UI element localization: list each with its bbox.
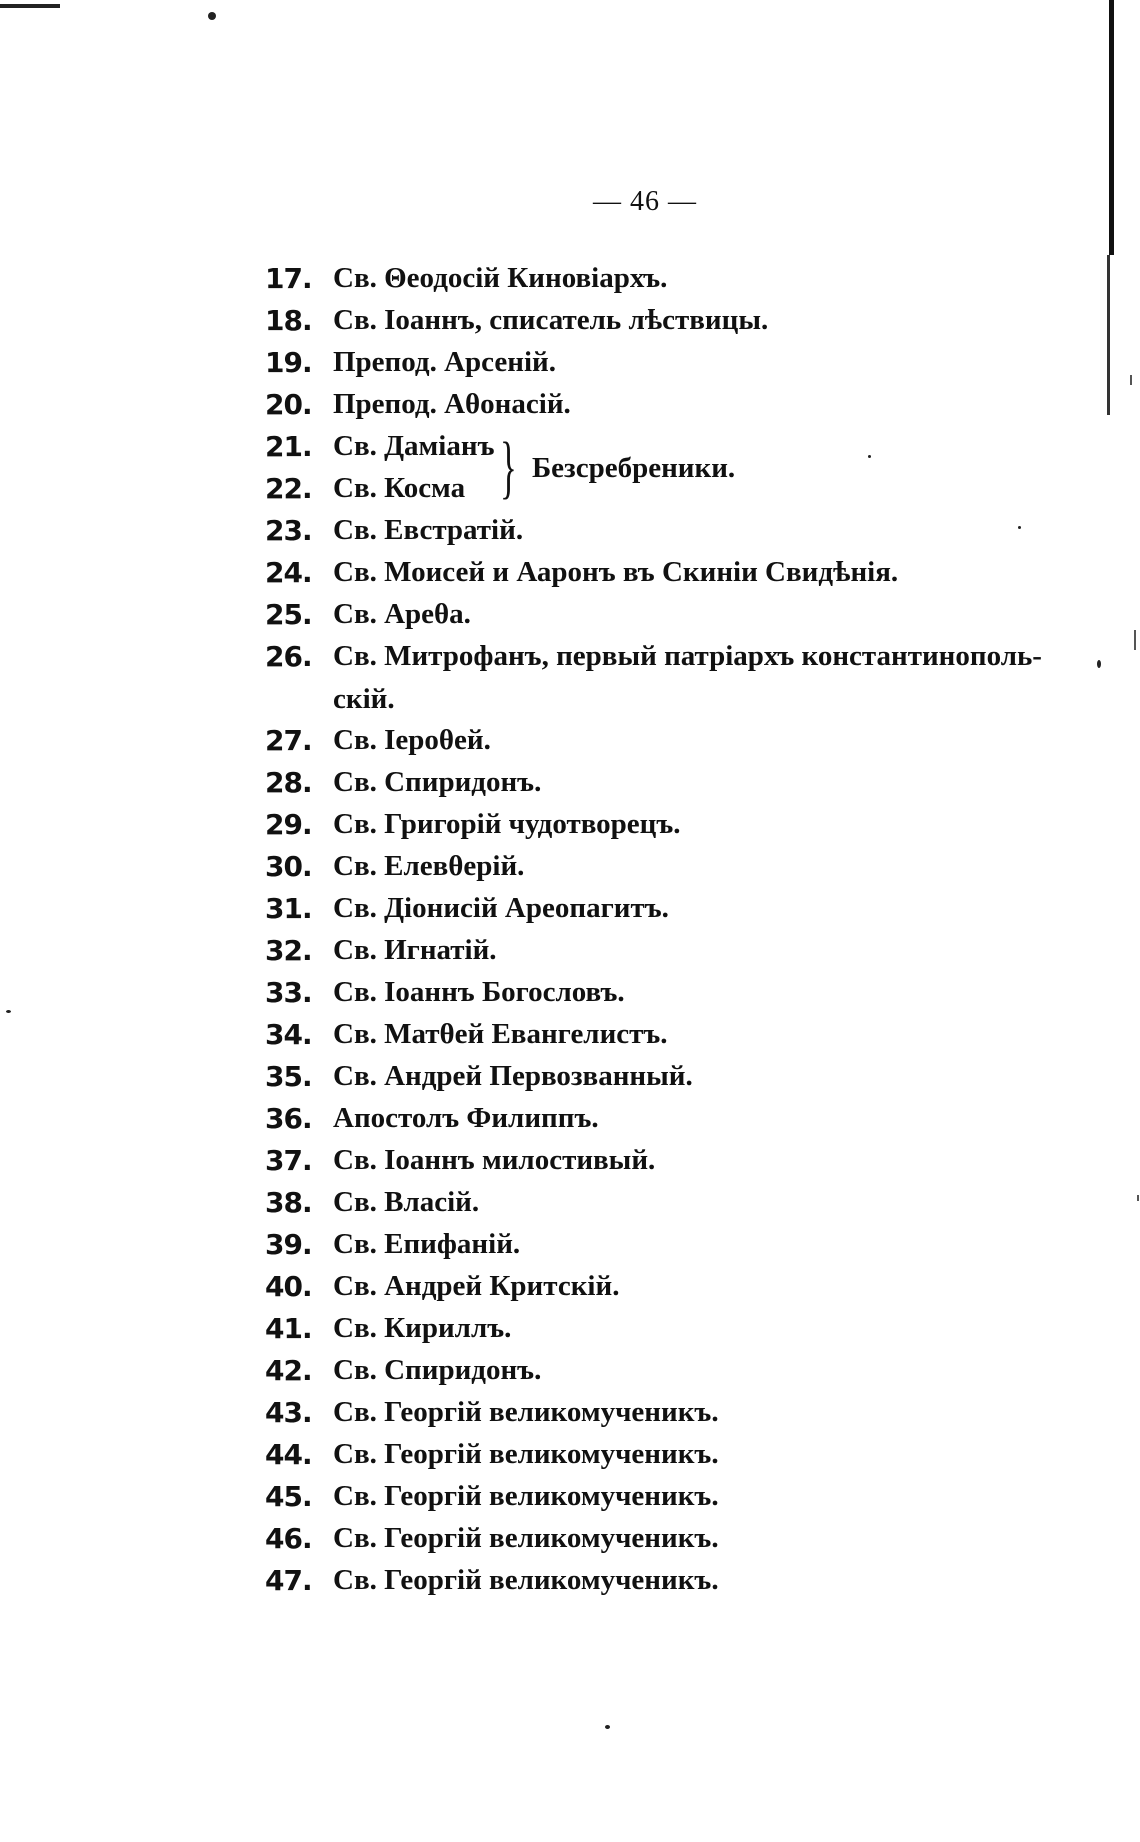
entry-number: 36. xyxy=(265,1102,312,1135)
scan-artifact-dot xyxy=(868,455,871,458)
scan-edge-rule-lower xyxy=(1107,255,1110,415)
entry-number: 24. xyxy=(265,556,312,589)
scan-artifact-dot xyxy=(605,1725,610,1729)
scan-artifact-dot xyxy=(208,12,216,20)
scan-edge-rule xyxy=(1109,0,1114,255)
entry-text: Св. Григорій чудотворецъ. xyxy=(333,808,681,840)
entry-text: Св. Іоаннъ, списатель лѣствицы. xyxy=(333,304,769,336)
entry-number: 33. xyxy=(265,976,312,1009)
entry-number: 41. xyxy=(265,1312,312,1345)
entry-text: Св. Матθей Евангелистъ. xyxy=(333,1018,668,1050)
entry-number: 20. xyxy=(265,388,312,421)
entry-text: Св. Іоаннъ Богословъ. xyxy=(333,976,625,1008)
entry-text: Св. Моисей и Ааронъ въ Скиніи Свидѣнія. xyxy=(333,556,899,588)
entry-text: Препод. Арсеній. xyxy=(333,346,556,378)
scan-artifact-tick xyxy=(1130,375,1132,385)
entry-number: 40. xyxy=(265,1270,312,1303)
entry-number: 39. xyxy=(265,1228,312,1261)
brace-label: Безсребреники. xyxy=(532,452,736,484)
entry-text: Св. Косма xyxy=(333,472,466,504)
scan-artifact-tick xyxy=(1134,630,1136,650)
entry-text-continuation: скій. xyxy=(333,683,395,715)
entry-text: Св. Іероθей. xyxy=(333,724,491,756)
entry-text: Св. Георгій великомученикъ. xyxy=(333,1564,719,1596)
scan-artifact-dot xyxy=(1097,660,1101,668)
entry-text: Св. Даміанъ xyxy=(333,430,495,462)
entry-number: 44. xyxy=(265,1438,312,1471)
entry-text: Св. Власій. xyxy=(333,1186,480,1218)
entry-text: Св. Митрофанъ, первый патріархъ константинополь- xyxy=(333,640,1042,672)
entry-text: Св. Спиридонъ. xyxy=(333,766,542,798)
grouping-brace: } xyxy=(500,429,517,506)
entry-number: 34. xyxy=(265,1018,312,1051)
entry-number: 37. xyxy=(265,1144,312,1177)
entry-number: 30. xyxy=(265,850,312,883)
entry-number: 19. xyxy=(265,346,312,379)
entry-number: 29. xyxy=(265,808,312,841)
entry-text: Св. Георгій великомученикъ. xyxy=(333,1438,719,1470)
entry-text: Св. Спиридонъ. xyxy=(333,1354,542,1386)
entry-text: Св. Кириллъ. xyxy=(333,1312,512,1344)
entry-text: Св. Елевθерій. xyxy=(333,850,525,882)
entry-number: 32. xyxy=(265,934,312,967)
entry-text: Св. Епифаній. xyxy=(333,1228,521,1260)
entry-text: Св. Андрей Первозванный. xyxy=(333,1060,693,1092)
entry-number: 18. xyxy=(265,304,312,337)
entry-number: 46. xyxy=(265,1522,312,1555)
entry-text: Св. Ареθа. xyxy=(333,598,471,630)
entry-number: 22. xyxy=(265,472,312,505)
entry-text: Св. Діонисій Ареопагитъ. xyxy=(333,892,669,924)
entry-text: Св. Андрей Критскій. xyxy=(333,1270,620,1302)
scan-artifact-tick xyxy=(1137,1195,1139,1201)
entry-text: Апостолъ Филиппъ. xyxy=(333,1102,599,1134)
scan-artifact-dash xyxy=(0,4,60,8)
entry-number: 28. xyxy=(265,766,312,799)
entry-text: Св. Георгій великомученикъ. xyxy=(333,1522,719,1554)
page-number: — 46 — xyxy=(593,186,697,217)
entry-text: Св. Игнатій. xyxy=(333,934,497,966)
entry-number: 23. xyxy=(265,514,312,547)
entry-number: 38. xyxy=(265,1186,312,1219)
entry-number: 31. xyxy=(265,892,312,925)
entry-text: Св. Евстратій. xyxy=(333,514,524,546)
entry-number: 17. xyxy=(265,262,312,295)
entry-text: Препод. Аθонасій. xyxy=(333,388,571,420)
entry-number: 27. xyxy=(265,724,312,757)
entry-number: 42. xyxy=(265,1354,312,1387)
entry-number: 25. xyxy=(265,598,312,631)
entry-number: 21. xyxy=(265,430,312,463)
entry-number: 35. xyxy=(265,1060,312,1093)
entry-number: 26. xyxy=(265,640,312,673)
scan-artifact-dot xyxy=(6,1010,11,1013)
entry-number: 45. xyxy=(265,1480,312,1513)
entry-number: 43. xyxy=(265,1396,312,1429)
entry-number: 47. xyxy=(265,1564,312,1597)
entry-text: Св. Георгій великомученикъ. xyxy=(333,1396,719,1428)
entry-text: Св. Іоаннъ милостивый. xyxy=(333,1144,656,1176)
scan-artifact-dot xyxy=(1018,526,1021,529)
entry-text: Св. Θеодосій Киновіархъ. xyxy=(333,262,668,294)
entry-text: Св. Георгій великомученикъ. xyxy=(333,1480,719,1512)
